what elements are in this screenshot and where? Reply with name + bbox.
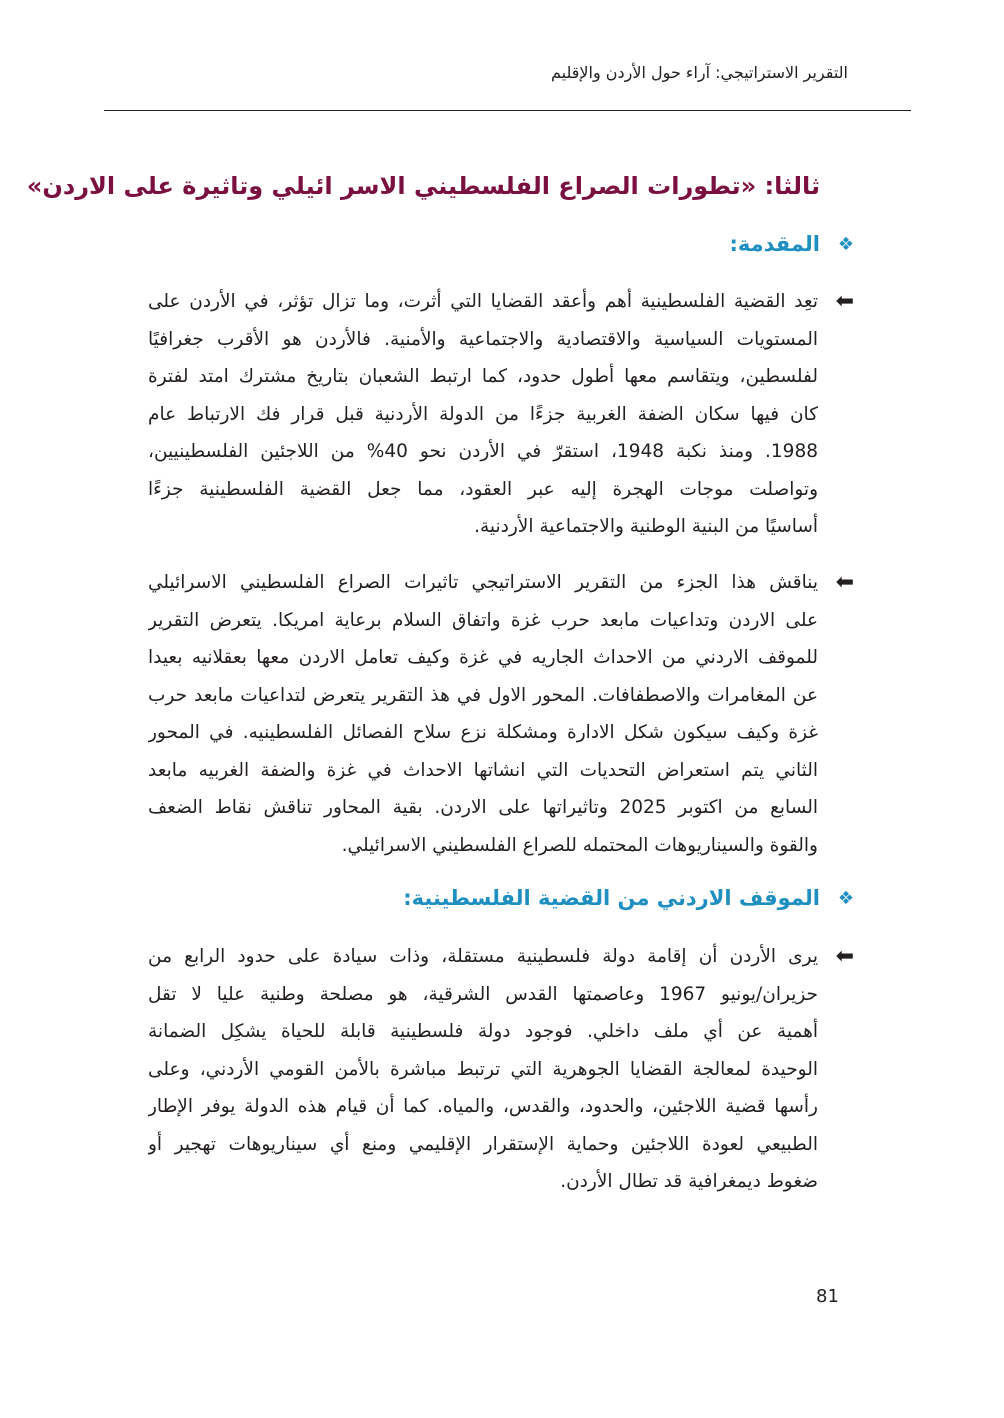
- page-number: 81: [816, 1286, 839, 1307]
- text-line: السابع من اكتوبر 2025 وتاثيراتها على الاردن. بقية المحاور تناقش نقاط الضعف: [148, 797, 818, 818]
- text-line: حزيران/يونيو 1967 وعاصمتها القدس الشرقية، هو مصلحة وطنية عليا لا تقل: [148, 983, 818, 1005]
- text-line: للموقف الاردني من الاحداث الجاريه في غزة وكيف تعامل الاردن معها بعقلانيه بعيدا: [148, 647, 818, 668]
- arrow-bullet-icon: ⬅: [835, 570, 854, 595]
- text-line: يرى الأردن أن إقامة دولة فلسطينية مستقلة، وذات سيادة على حدود الرابع من: [148, 946, 818, 967]
- text-line: غزة وكيف سيكون شكل الادارة ومشكلة نزع سلاح الفصائل الفلسطينيه. في المحور: [148, 722, 818, 743]
- section-heading-text: المقدمة:: [729, 232, 820, 256]
- text-line: يناقش هذا الجزء من التقرير الاستراتيجي تاثيرات الصراع الفلسطيني الاسرائيلي: [148, 572, 818, 593]
- diamond-bullet-icon: ❖: [837, 234, 854, 255]
- text-line: أهمية عن أي ملف داخلي. فوجود دولة فلسطينية قابلة للحياة يشكِل الضمانة: [148, 1021, 818, 1042]
- text-line: 1988. ومنذ نكبة 1948، استقرّ في الأردن نحو 40% من اللاجئين الفلسطينيين،: [148, 441, 818, 462]
- arrow-bullet-icon: ⬅: [835, 289, 854, 314]
- chapter-title: ثالثا: «تطورات الصراع الفلسطيني الاسر ائيلي وتاثيرة على الاردن»: [26, 172, 820, 200]
- arrow-bullet-icon: ⬅: [835, 944, 854, 969]
- text-line: المستويات السياسية والاقتصادية والاجتماعية والأمنية. فالأردن هو الأقرب جغرافيًا: [148, 328, 818, 350]
- text-line: تعِد القضية الفلسطينية أهم وأعقد القضايا التي أثرت، وما تزال تؤثر، في الأردن على: [148, 291, 818, 312]
- section-heading-text: الموقف الاردني من القضية الفلسطينية:: [403, 886, 820, 910]
- text-line: وتواصلت موجات الهجرة إليه عبر العقود، مما جعل القضية الفلسطينية جزءًا: [148, 478, 818, 500]
- section-heading-intro: [729, 232, 854, 256]
- text-line: لفلسطين، ويتقاسم معها أطول حدود، كما ارتبط الشعبان بتاريخ مشترك امتد لفترة: [148, 366, 818, 387]
- header-divider: [104, 110, 911, 111]
- paragraph-2: [148, 564, 854, 864]
- paragraph-1: [148, 283, 854, 546]
- text-line: عن المغامرات والاصطفافات. المحور الاول في هذ التقرير يتعرض لتداعيات مابعد حرب: [148, 684, 818, 706]
- paragraph-3: [148, 938, 854, 1201]
- text-line: الطبيعي لعودة اللاجئين وحماية الإستقرار الإقليمي ومنع أي سيناريوهات تهجير أو: [148, 1133, 818, 1155]
- text-line: رأسها قضية اللاجئين، والحدود، والقدس، والمياه. كما أن قيام هذه الدولة يوفر الإطار: [148, 1096, 818, 1117]
- text-line: كان فيها سكان الضفة الغربية جزءًا من الدولة الأردنية قبل قرار فك الارتباط عام: [148, 403, 818, 425]
- section-heading-jordan-position: [403, 886, 854, 910]
- diamond-bullet-icon: ❖: [837, 888, 854, 909]
- running-header: التقرير الاستراتيجي: آراء حول الأردن والإقليم: [550, 63, 848, 82]
- text-line: ضغوط ديمغرافية قد تطال الأردن.: [560, 1171, 818, 1192]
- text-line: والقوة والسيناريوهات المحتمله للصراع الفلسطيني الاسرائيلي.: [341, 834, 818, 856]
- text-line: على الاردن وتداعيات مابعد حرب غزة واتفاق السلام برعاية امريكا. يتعرض التقرير: [148, 609, 818, 631]
- text-line: الوحيدة لمعالجة القضايا الجوهرية التي ترتبط مباشرة بالأمن القومي الأردني، وعلى: [148, 1058, 818, 1080]
- text-line: الثاني يتم استعراض التحديات التي انشاتها الاحداث في غزة والضفة الغربيه مابعد: [148, 759, 818, 781]
- text-line: أساسيًا من البنية الوطنية والاجتماعية الأردنية.: [474, 516, 818, 537]
